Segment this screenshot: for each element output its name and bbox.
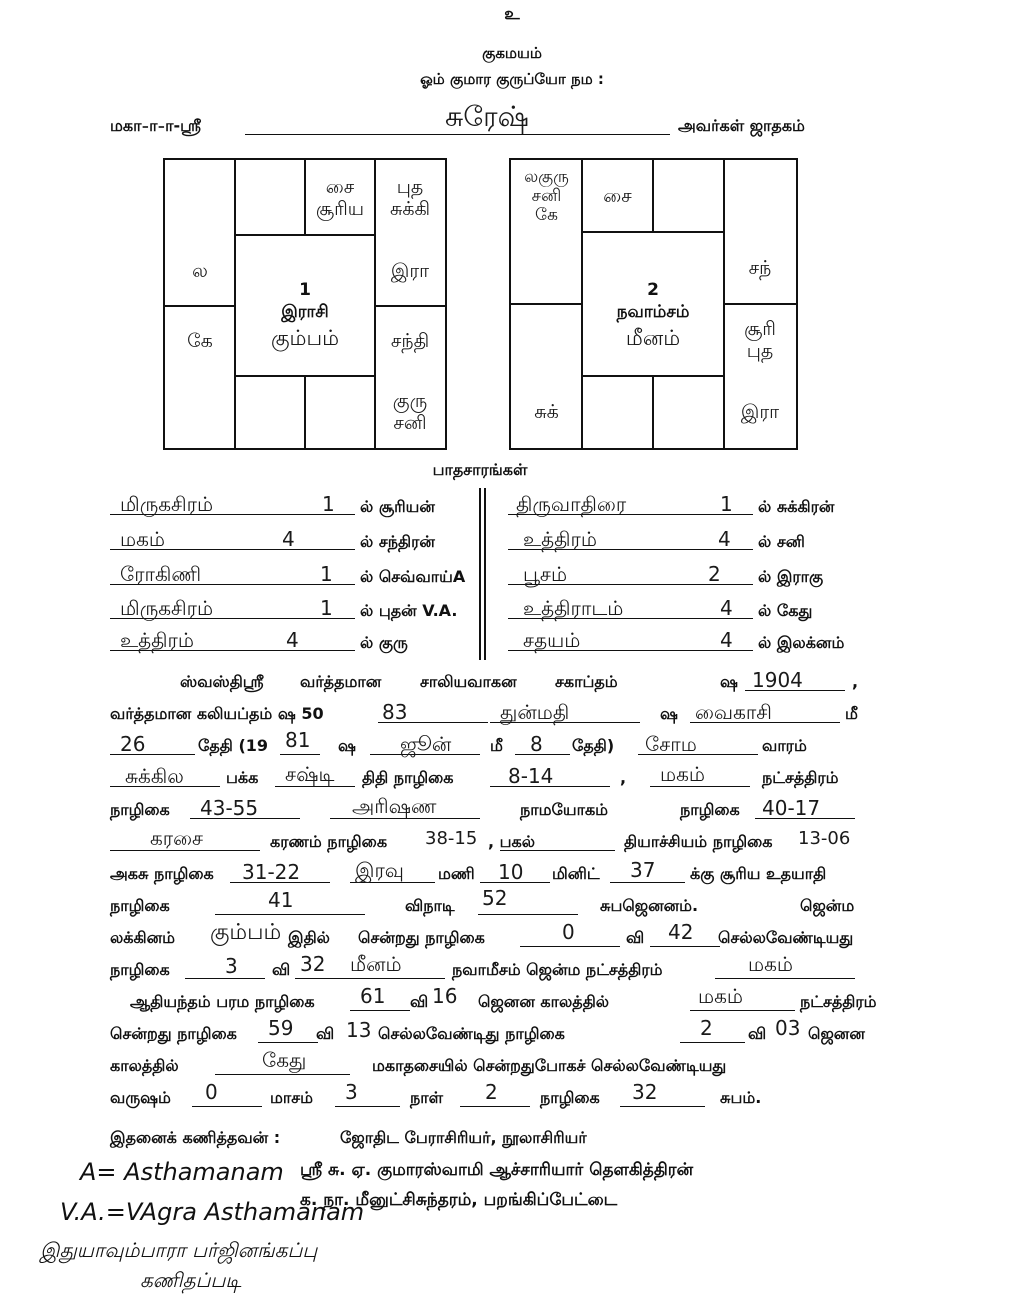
pada-number: 4 [282, 527, 295, 551]
handwritten-value: 38-15 [425, 828, 478, 849]
pada-row-right-1 [508, 492, 908, 522]
handwritten-value: 3 [345, 1080, 358, 1104]
body-text: நாமயோகம் [520, 800, 609, 819]
padasarangal-title: பாதசாரங்கள் [432, 460, 528, 479]
pada-planet: ல் புதன் V.A. [360, 601, 458, 620]
body-text: , [620, 768, 627, 787]
handwritten-value: மகம் [660, 762, 705, 786]
handwritten-value: 0 [562, 920, 575, 944]
pada-number: 4 [718, 527, 731, 551]
navamsa-sign: மீனம் [625, 326, 681, 350]
fill-line [258, 1042, 318, 1043]
pada-row-right-3 [508, 562, 908, 592]
handwritten-value: 3 [225, 954, 238, 978]
fill-line [280, 754, 320, 755]
body-text: நட்சத்திரம் [800, 992, 877, 1011]
handwritten-value: 81 [285, 728, 311, 752]
navamsa-chart [509, 158, 798, 450]
fill-line [335, 1106, 400, 1107]
body-text: தேதி (19 [198, 736, 269, 755]
pada-planet: ல் குரு [360, 633, 408, 652]
pada-row-left-2 [110, 527, 480, 557]
body-line-13 [0, 1048, 1024, 1082]
body-text: , பகல் [488, 832, 536, 851]
body-text: நட்சத்திரம் [762, 768, 839, 787]
rasi-cell-text: சுக்கி [389, 197, 431, 220]
pada-row-left-4 [110, 596, 480, 626]
pada-planet: ல் சந்திரன் [360, 532, 435, 551]
pada-planet: ல் இலக்னம் [758, 633, 845, 652]
handwritten-value: 13 [346, 1018, 372, 1042]
body-text: வாரம் [762, 736, 807, 755]
body-text: , [852, 672, 859, 691]
body-text: ஷ [720, 672, 738, 691]
handwritten-value: 83 [382, 700, 408, 724]
handwritten-value: மீனம் [350, 952, 402, 976]
rasi-number: 1 [299, 280, 311, 300]
handwritten-value: 37 [630, 858, 656, 882]
pada-number: 1 [320, 562, 333, 586]
astrologer-name: ஸ்ரீ சு. ஏ. குமாரஸ்வாமி ஆச்சாரியார் தெளகித்திரன் [300, 1160, 694, 1180]
handwritten-value: 0 [205, 1080, 218, 1104]
handwritten-value: சோம [645, 732, 697, 756]
body-line-5 [0, 796, 1024, 826]
body-text: நாழிகை [540, 1088, 600, 1107]
header-line-2: ஓம் குமார குருப்யோ நம : [420, 70, 604, 88]
om-symbol: உ [504, 4, 520, 24]
body-line-1 [0, 668, 1024, 698]
fill-line [350, 1010, 410, 1011]
rasi-cell-text: குரு [392, 390, 428, 412]
navamsa-cell-text: சூரி [744, 318, 776, 340]
body-text: ஆதியந்தம் பரம நாழிகை [130, 992, 315, 1011]
handwritten-value: 42 [668, 920, 694, 944]
body-text: நாழிகை [680, 800, 740, 819]
body-line-11 [0, 984, 1024, 1018]
body-line-10 [0, 952, 1024, 986]
body-text: விநாடி [405, 896, 455, 915]
handwritten-value: 2 [700, 1016, 713, 1040]
body-text: வி [272, 960, 291, 979]
body-text: சென்றது நாழிகை [110, 1024, 237, 1043]
rasi-cell-text: சை [325, 175, 355, 198]
handwritten-value: 8 [530, 732, 543, 756]
navamsa-cell-text: லகுரு [524, 166, 569, 187]
fill-line [460, 1106, 530, 1107]
rasi-cell-r1c3 [375, 235, 445, 306]
handwritten-value: 1904 [752, 668, 803, 692]
handwritten-value: சுக்கில [125, 764, 184, 788]
body-text: வி [626, 928, 645, 947]
body-text: பக்க [226, 768, 259, 787]
body-text: வருஷம் [110, 1088, 171, 1107]
pada-row-left-3 [110, 562, 480, 592]
note-asthamanam: A= Asthamanam [80, 1158, 284, 1186]
navamsa-cell-r1c3 [724, 232, 796, 304]
body-text: மினிட் [552, 864, 600, 883]
rasi-cell-r1c0 [165, 235, 235, 306]
astrologer-address: க. நா. மீனுட்சிசுந்தரம், பறங்கிப்பேட்டை [300, 1190, 618, 1210]
handwritten-value: 41 [268, 888, 294, 912]
body-text: வி [410, 992, 429, 1011]
body-text: சகாப்தம் [555, 672, 618, 691]
handwritten-value: துன்மதி [500, 700, 570, 724]
rasi-cell-text: சூரிய [315, 197, 365, 220]
rasi-sign: கும்பம் [271, 326, 339, 350]
body-text: மீ [490, 736, 503, 755]
fill-line [215, 914, 365, 915]
body-text: செல்லவேண்டியது [718, 928, 854, 947]
body-line-9 [0, 920, 1024, 954]
handwritten-value: இரவு [355, 858, 404, 882]
rasi-chart [163, 158, 447, 450]
handwritten-value: மகம் [748, 952, 793, 976]
body-text: வர்த்தமான [300, 672, 382, 691]
pada-row-right-5 [508, 628, 908, 658]
body-text: ஷ [338, 736, 356, 755]
rasi-cell-text: புத [396, 175, 424, 198]
fill-line [610, 882, 685, 883]
navamsa-cell-text: இரா [740, 401, 780, 423]
handwritten-value: கரசை [150, 826, 204, 850]
navamsa-cell-r3c0 [511, 376, 582, 448]
body-line-7 [0, 860, 1024, 890]
handwritten-value: 43-55 [200, 796, 259, 820]
pada-star: உத்திராடம் [523, 596, 624, 620]
navamsa-cell-text: சந் [748, 257, 772, 279]
rasi-cell-text: இரா [390, 259, 430, 282]
handwritten-value: 32 [300, 952, 326, 976]
body-text: க்கு சூரிய உதயாதி [690, 864, 827, 883]
body-text: லக்கினம் [110, 928, 176, 947]
body-text: இதில் [288, 928, 330, 947]
rasi-cell-r2c3 [375, 306, 445, 376]
body-text: நவாமீசம் ஜென்ம நட்சத்திரம் [452, 960, 663, 979]
computed-by-label: இதனைக் கணித்தவன் : [110, 1128, 281, 1147]
body-text: மணி [438, 864, 475, 883]
handwritten-value: 2 [485, 1080, 498, 1104]
body-text: நாழிகை [110, 960, 170, 979]
navamsa-cell-r0c1 [582, 160, 653, 232]
handwritten-value: சஷ்டி [285, 762, 335, 786]
handwritten-value: 16 [432, 984, 458, 1008]
handwritten-value: 61 [360, 984, 386, 1008]
fill-line [680, 1042, 745, 1043]
rasi-cell-r0c2 [305, 160, 375, 235]
handwritten-value: 40-17 [762, 796, 821, 820]
body-text: ஷ [660, 704, 678, 723]
handwritten-value: 10 [498, 860, 524, 884]
handwritten-value: கேது [262, 1048, 307, 1072]
body-text: வி [748, 1024, 767, 1043]
body-text: செல்லவேண்டிது நாழிகை [378, 1024, 565, 1043]
pada-planet: ல் செவ்வாய்A [360, 567, 466, 586]
rasi-cell-r0c3 [375, 160, 445, 235]
native-name: சுரேஷ் [445, 100, 529, 133]
title-prefix: மகா-ா-ா-ஸ்ரீ [110, 116, 201, 135]
rasi-cell-r2c0 [165, 306, 235, 376]
fill-line [478, 914, 578, 915]
fill-line [500, 850, 615, 851]
pada-star: மிருகசிரம் [120, 492, 214, 516]
rasi-cell-text: ல [192, 259, 208, 282]
handwritten-value: மகம் [698, 984, 743, 1008]
body-text: தேதி) [572, 736, 615, 755]
note-tamil-line1: இதுயாவும்பாரா பர்ஜினங்கப்பு [40, 1238, 318, 1262]
body-text: மீ [845, 704, 858, 723]
body-text: ஜெனன காலத்தில் [478, 992, 610, 1011]
pada-planet: ல் கேது [758, 601, 813, 620]
handwritten-value: 32 [632, 1080, 658, 1104]
handwritten-value: 8-14 [508, 764, 554, 788]
navamsa-cell-text: சனி [531, 185, 562, 206]
pada-star: உத்திரம் [120, 628, 194, 652]
handwritten-value: 13-06 [798, 828, 851, 849]
handwritten-value: ஜூன் [400, 732, 452, 756]
rasi-cell-r3c3 [375, 376, 445, 448]
body-text: ஸ்வஸ்திஸ்ரீ [180, 672, 264, 691]
pada-number: 1 [720, 492, 733, 516]
body-line-4 [0, 764, 1024, 794]
navamsa-cell-r0c0 [511, 160, 582, 232]
body-text: நாழிகை [110, 896, 170, 915]
body-text: கரணம் நாழிகை [270, 832, 388, 851]
body-text: ஜெனன [808, 1024, 865, 1043]
pada-number: 4 [286, 628, 299, 652]
navamsa-cell-text: சுக் [534, 401, 559, 423]
body-text: வி [316, 1024, 335, 1043]
pada-number: 4 [720, 628, 733, 652]
pada-row-right-4 [508, 596, 908, 626]
pada-star: பூசம் [523, 562, 568, 586]
handwritten-value: 52 [482, 886, 508, 910]
rasi-cell-text: சனி [393, 412, 427, 434]
fill-line [185, 978, 265, 979]
body-text: நாள் [410, 1088, 444, 1107]
body-line-3 [0, 728, 1024, 762]
pada-planet: ல் சுக்கிரன் [758, 497, 835, 516]
body-text: சென்றது நாழிகை [358, 928, 485, 947]
handwritten-value: 03 [775, 1016, 801, 1040]
body-text: சுபம். [720, 1088, 762, 1107]
handwritten-value: வைகாசி [695, 700, 772, 724]
navamsa-cell-r2c3 [724, 304, 796, 376]
note-tamil-line2: கணிதப்படி [140, 1268, 242, 1292]
handwritten-value: 31-22 [242, 860, 301, 884]
title-suffix: அவர்கள் ஜாதகம் [678, 116, 805, 135]
body-text: ஜென்ம [800, 896, 855, 915]
body-text: திதி நாழிகை [362, 768, 454, 787]
navamsa-cell-text: புத [746, 340, 774, 362]
rasi-cell-text: சந்தி [390, 330, 430, 352]
pada-planet: ல் இராகு [758, 567, 824, 586]
handwritten-value: 26 [120, 732, 146, 756]
body-text: மாசம் [270, 1088, 313, 1107]
pada-star: ரோகிணி [120, 562, 202, 586]
pada-row-right-2 [508, 527, 908, 557]
pada-star: சதயம் [523, 628, 581, 652]
navamsa-label: நவாம்சம் [616, 302, 690, 322]
body-text: நாழிகை [110, 800, 170, 819]
handwritten-value: அரிஷண [352, 794, 437, 818]
navamsa-cell-text: சை [603, 185, 632, 207]
pada-star: திருவாதிரை [516, 492, 627, 516]
fill-line [650, 946, 720, 947]
note-vagra-asthamanam: V.A.=VAgra Asthamanam [60, 1198, 365, 1226]
fill-line [520, 946, 620, 947]
fill-line [192, 1106, 262, 1107]
pada-star: மகம் [120, 527, 165, 551]
handwritten-value: 59 [268, 1016, 294, 1040]
body-text: சாலியவாகன [420, 672, 517, 691]
body-line-6 [0, 828, 1024, 858]
body-line-14 [0, 1080, 1024, 1114]
pada-number: 1 [320, 596, 333, 620]
navamsa-number: 2 [647, 280, 659, 300]
pada-planet: ல் சனி [758, 532, 805, 551]
body-text: தியாச்சியம் நாழிகை [624, 832, 773, 851]
navamsa-cell-r3c3 [724, 376, 796, 448]
body-text: காலத்தில் [110, 1056, 179, 1075]
pada-star: உத்திரம் [523, 527, 597, 551]
header-line-1: குகமயம் [482, 44, 542, 62]
body-text: அகசு நாழிகை [110, 864, 214, 883]
pada-planet: ல் சூரியன் [360, 497, 435, 516]
pada-number: 2 [708, 562, 721, 586]
fill-line [620, 1106, 705, 1107]
pada-row-left-5 [110, 628, 480, 658]
body-text: மகாதசையில் சென்றதுபோகச் செல்லவேண்டியது [372, 1056, 727, 1075]
rasi-label: இராசி [281, 302, 329, 322]
body-text: வர்த்தமான கலியப்தம் ஷ 50 [110, 704, 324, 723]
body-text: சுபஜெனனம். [600, 896, 699, 915]
astrologer-title: ஜோதிட பேராசிரியர், நூலாசிரியர் [340, 1128, 587, 1147]
body-line-12 [0, 1016, 1024, 1050]
navamsa-cell-text: கே [535, 204, 558, 225]
rasi-cell-text: கே [187, 330, 213, 352]
pada-number: 1 [322, 492, 335, 516]
body-line-2 [0, 700, 1024, 730]
pada-row-left-1 [110, 492, 480, 522]
handwritten-value: கும்பம் [210, 920, 282, 945]
pada-number: 4 [720, 596, 733, 620]
pada-star: மிருகசிரம் [120, 596, 214, 620]
body-line-8 [0, 886, 1024, 922]
